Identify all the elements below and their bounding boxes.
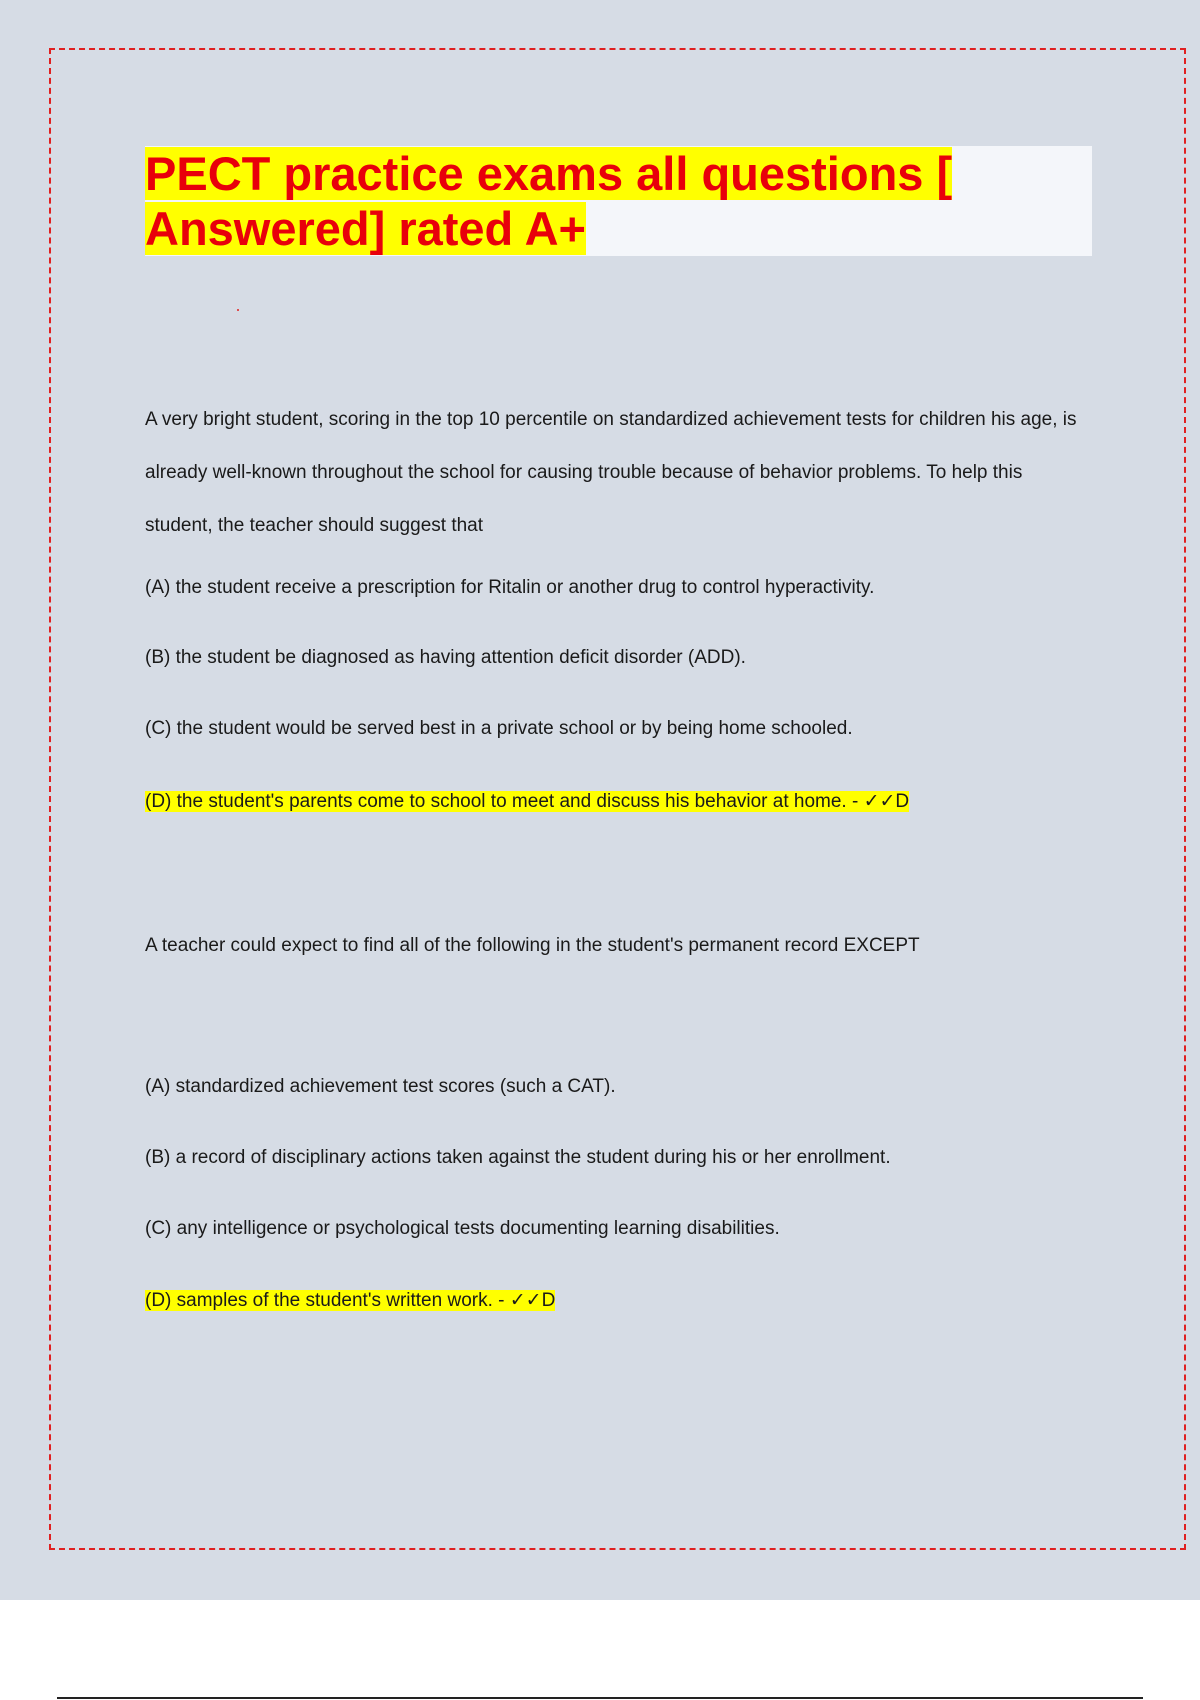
question-1-option-d	[145, 790, 909, 813]
question-2-stem: A teacher could expect to find all of the following in the student's permanent record EXCEPT	[145, 935, 920, 956]
question-1-option-a: (A) the student receive a prescription for Ritalin or another drug to control hyperactivity.	[145, 577, 875, 598]
question-1-option-b: (B) the student be diagnosed as having attention deficit disorder (ADD).	[145, 647, 746, 668]
question-1-stem: A very bright student, scoring in the top 10 percentile on standardized achievement tests for children his age, is already well-known throughout the school for causing trouble because of behavior problems. To help this student, the teacher should suggest that	[145, 409, 1077, 536]
title-line-2: Answered] rated A+	[145, 202, 586, 255]
question-2-answer-highlight: (D) samples of the student's written work. - ✓✓D	[145, 1290, 556, 1311]
stray-dot	[237, 309, 239, 311]
question-2-option-b: (B) a record of disciplinary actions taken against the student during his or her enrollment.	[145, 1147, 891, 1168]
question-1-answer-highlight: (D) the student's parents come to school to meet and discuss his behavior at home. - ✓✓D	[145, 791, 910, 812]
question-2-option-d	[145, 1289, 555, 1312]
question-2-option-c: (C) any intelligence or psychological tests documenting learning disabilities.	[145, 1218, 780, 1239]
footer-divider	[57, 1697, 1143, 1699]
question-2-option-a: (A) standardized achievement test scores (such a CAT).	[145, 1076, 616, 1097]
question-1-option-c: (C) the student would be served best in a private school or by being home schooled.	[145, 718, 853, 739]
document-title	[145, 146, 1015, 256]
title-line-1: PECT practice exams all questions [	[145, 147, 953, 200]
